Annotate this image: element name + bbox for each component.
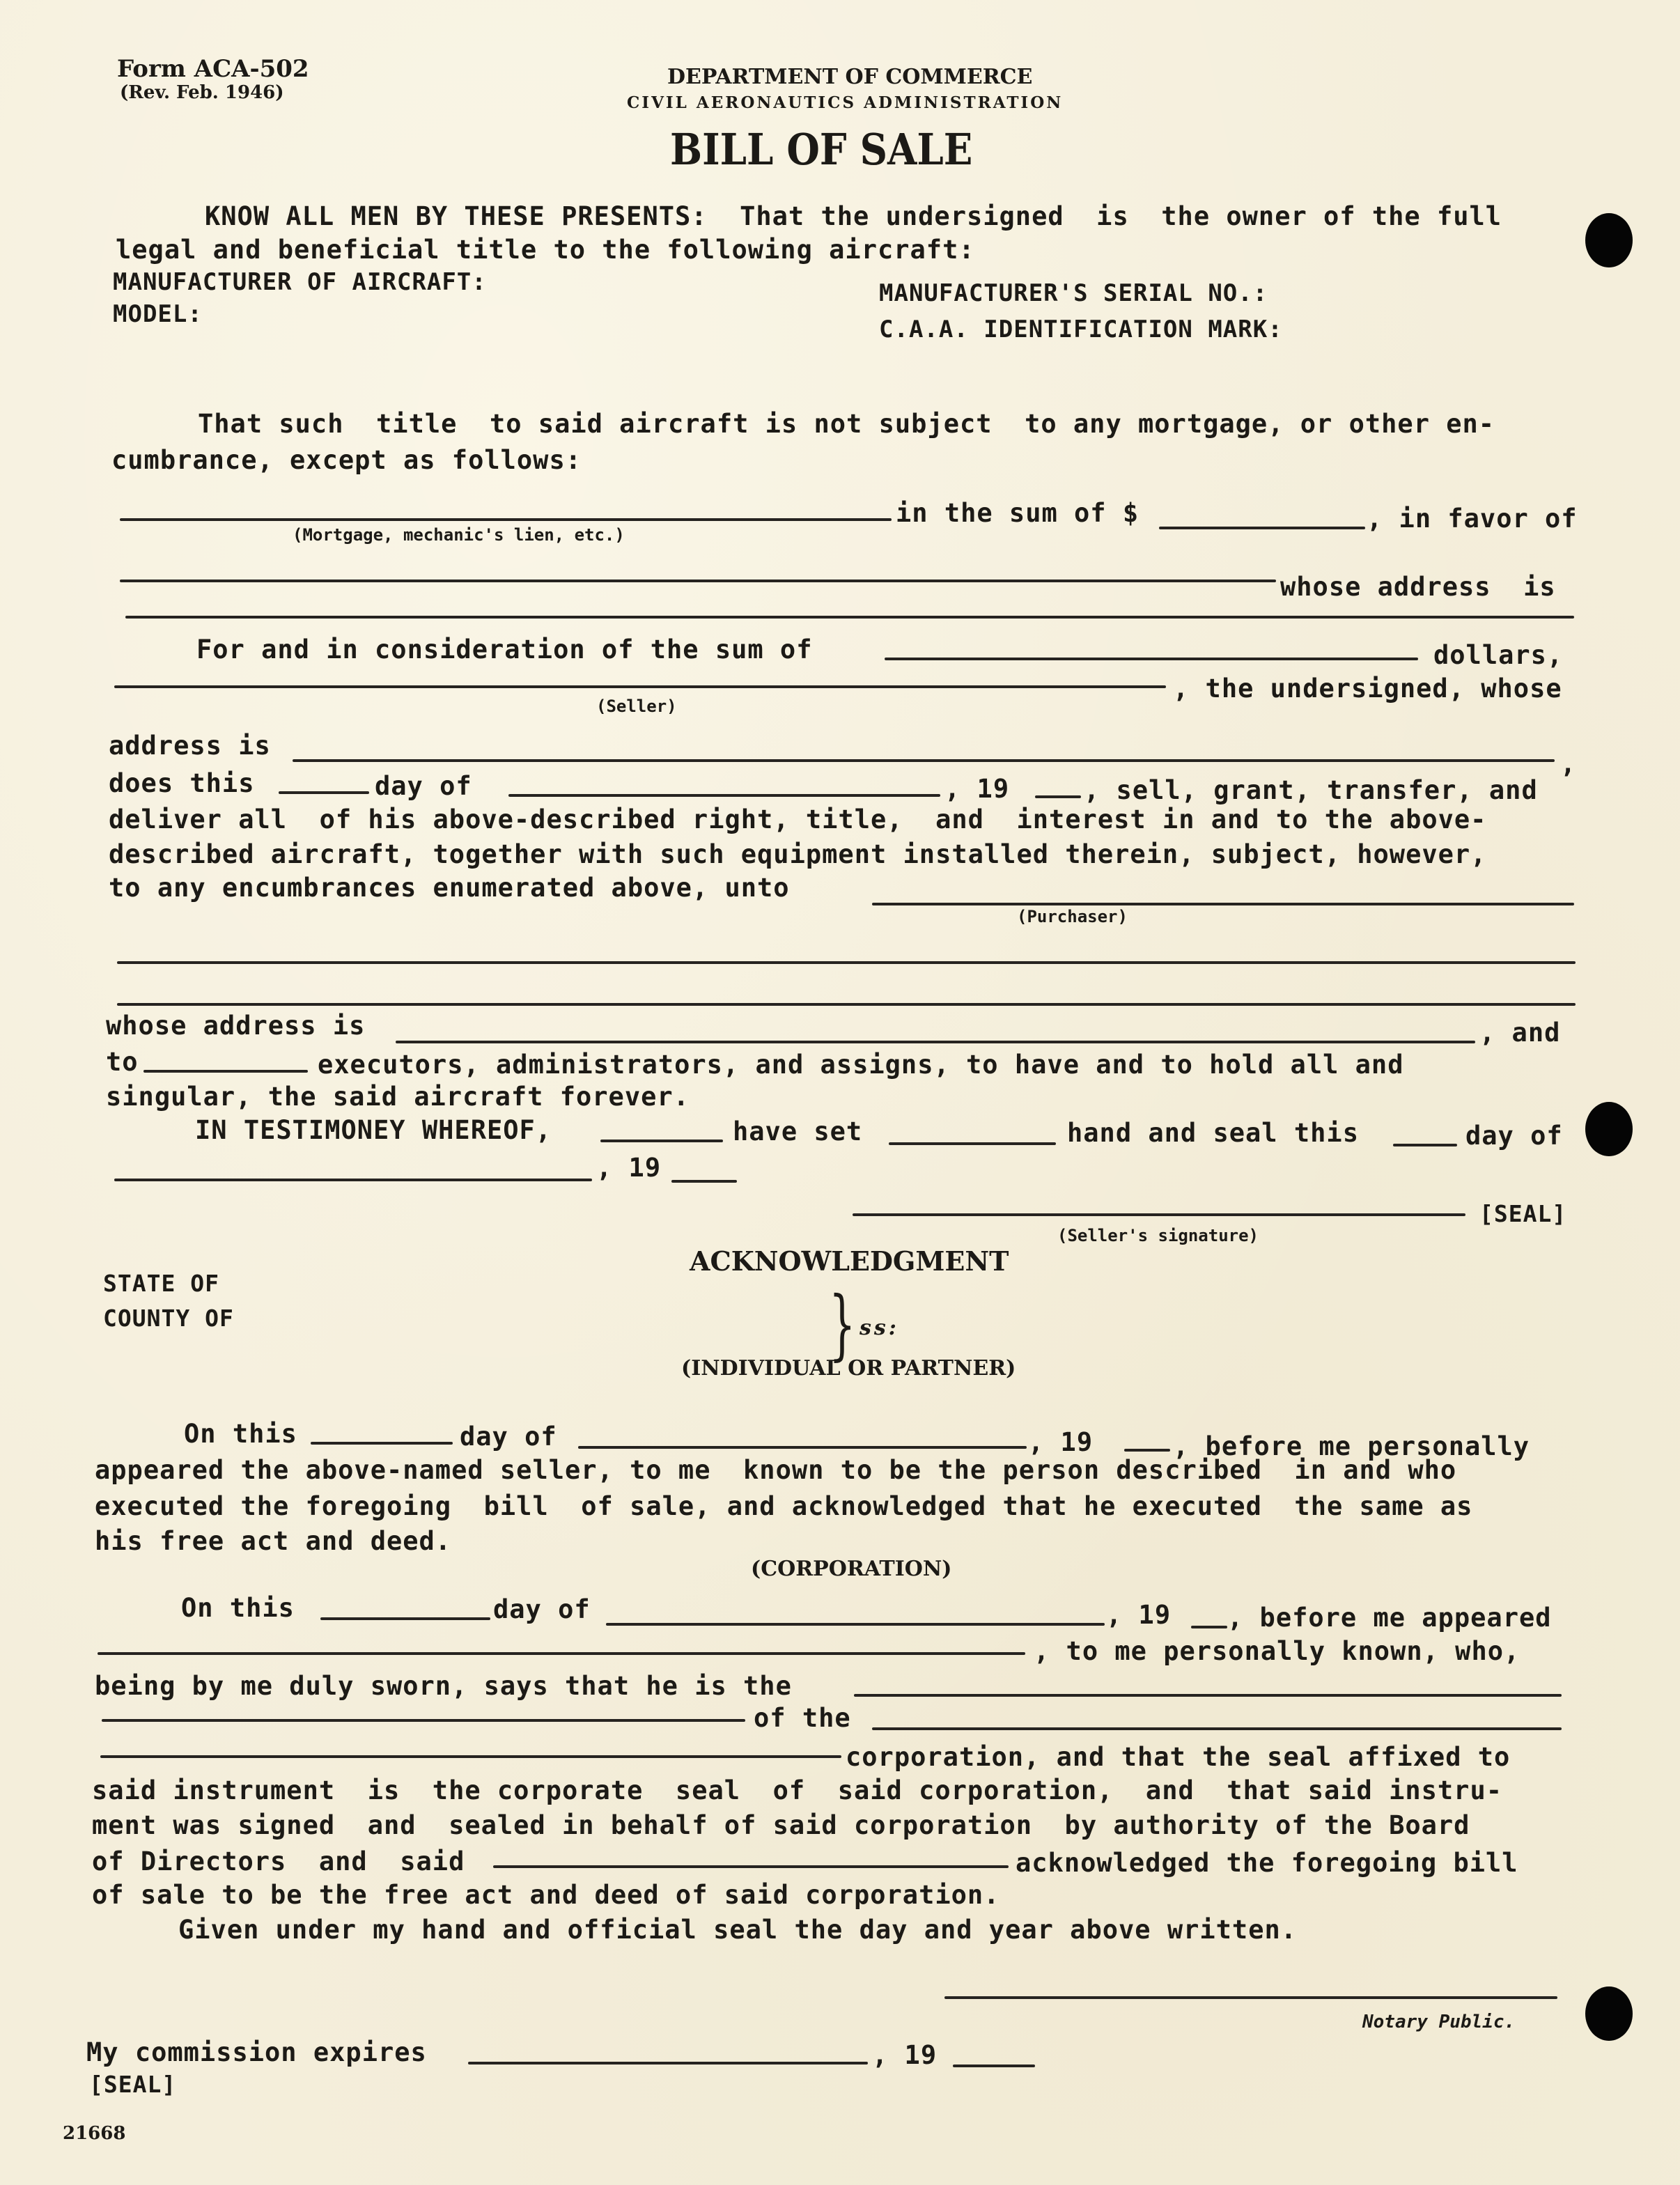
seller-name-field[interactable] bbox=[114, 685, 1166, 688]
caa-identification-mark-label: C.A.A. IDENTIFICATION MARK: bbox=[879, 316, 1283, 343]
corp-officer-acknowledged-field[interactable] bbox=[493, 1865, 1009, 1868]
commission-year-label: , 19 bbox=[872, 2040, 938, 2070]
corp-line-7b: acknowledged the foregoing bill bbox=[1016, 1848, 1518, 1878]
heirs-field[interactable] bbox=[143, 1070, 308, 1073]
agency-name: CIVIL AERONAUTICS ADMINISTRATION bbox=[627, 93, 1064, 112]
sale-day-field[interactable] bbox=[279, 791, 369, 794]
purchaser-name-field[interactable] bbox=[872, 903, 1574, 905]
ind-line-3: executed the foregoing bill of sale, and acknowledged that he executed the same as bbox=[95, 1491, 1473, 1521]
corp-year-label: , 19 bbox=[1106, 1600, 1172, 1630]
corporation-caption: (CORPORATION) bbox=[751, 1557, 952, 1581]
and-label: , and bbox=[1479, 1018, 1561, 1048]
consideration-label: For and in consideration of the sum of bbox=[196, 635, 813, 664]
given-under-hand: Given under my hand and official seal the day and year above written. bbox=[178, 1915, 1298, 1945]
model-label: MODEL: bbox=[113, 300, 203, 328]
corp-month-field[interactable] bbox=[606, 1623, 1105, 1626]
corp-of-the-label: of the bbox=[754, 1703, 851, 1733]
does-this-label: does this bbox=[109, 768, 255, 798]
seller-caption: (Seller) bbox=[596, 697, 677, 716]
commission-expires-label: My commission expires bbox=[86, 2037, 427, 2067]
corp-line-6: ment was signed and sealed in behalf of said corporation by authority of the Board bbox=[92, 1810, 1470, 1840]
sale-year-field[interactable] bbox=[1035, 795, 1081, 798]
form-serial-footer: 21668 bbox=[63, 2123, 126, 2144]
to-label: to bbox=[106, 1047, 139, 1077]
notary-seal-label: [SEAL] bbox=[89, 2071, 177, 2098]
seller-signature-caption: (Seller's signature) bbox=[1057, 1226, 1259, 1245]
intro-line-1: KNOW ALL MEN BY THESE PRESENTS: That the undersigned is the owner of the full bbox=[205, 201, 1502, 231]
ind-year-field[interactable] bbox=[1124, 1449, 1170, 1452]
ind-line-2: appeared the above-named seller, to me known to be the person described in and who bbox=[95, 1455, 1457, 1485]
encumbrance-sum-field[interactable] bbox=[1159, 527, 1365, 529]
seller-address-field[interactable] bbox=[293, 759, 1555, 762]
lienholder-address-field[interactable] bbox=[125, 616, 1574, 619]
notary-signature-field[interactable] bbox=[944, 1996, 1557, 1999]
purchaser-caption: (Purchaser) bbox=[1017, 907, 1128, 926]
convey-line-7: to any encumbrances enumerated above, unto bbox=[109, 873, 790, 903]
testimony-label: IN TESTIMONEY WHEREOF, bbox=[195, 1115, 552, 1145]
punch-hole-bottom bbox=[1585, 1986, 1633, 2041]
ind-month-field[interactable] bbox=[578, 1446, 1027, 1449]
purchaser-extra-line-1[interactable] bbox=[117, 961, 1576, 964]
corp-line-5: said instrument is the corporate seal of said corporation, and that said instru- bbox=[92, 1775, 1503, 1805]
encumbrance-type-caption: (Mortgage, mechanic's lien, etc.) bbox=[293, 525, 625, 545]
ind-year-label: , 19 bbox=[1028, 1427, 1094, 1457]
convey-line-5: deliver all of his above-described right, title, and interest in and to the above- bbox=[109, 804, 1487, 834]
convey-line-6: described aircraft, together with such equipment installed therein, subject, however, bbox=[109, 839, 1487, 869]
day-of-label: day of bbox=[375, 771, 472, 801]
undersigned-label: , the undersigned, whose bbox=[1173, 674, 1562, 703]
commission-year-field[interactable] bbox=[953, 2065, 1035, 2067]
acknowledgment-title: ACKNOWLEDGMENT bbox=[690, 1245, 1009, 1277]
form-revision: (Rev. Feb. 1946) bbox=[120, 82, 284, 103]
purchaser-address-label: whose address is bbox=[106, 1011, 366, 1041]
individual-caption: (INDIVIDUAL OR PARTNER) bbox=[681, 1356, 1016, 1381]
commission-date-field[interactable] bbox=[468, 2062, 868, 2065]
department-name: DEPARTMENT OF COMMERCE bbox=[667, 65, 1033, 89]
corp-name-continued-field[interactable] bbox=[100, 1755, 841, 1758]
testimony-possessive-field[interactable] bbox=[889, 1142, 1056, 1145]
corp-day-field[interactable] bbox=[320, 1617, 490, 1620]
intro-line-2: legal and beneficial title to the following aircraft: bbox=[116, 235, 975, 265]
brace-icon: } bbox=[829, 1280, 856, 1369]
encumbrance-line-1: That such title to said aircraft is not subject to any mortgage, or other en- bbox=[198, 409, 1495, 439]
page-title: BILL OF SALE bbox=[670, 124, 973, 175]
corp-line-8: of sale to be the free act and deed of said corporation. bbox=[92, 1880, 1000, 1910]
form-number: Form ACA-502 bbox=[117, 55, 309, 83]
state-of-label: STATE OF bbox=[103, 1270, 219, 1297]
corp-corporation-label: corporation, and that the seal affixed to bbox=[846, 1742, 1511, 1772]
corp-before-label: , before me appeared bbox=[1227, 1603, 1552, 1633]
seller-address-label: address is bbox=[109, 731, 271, 761]
corp-day-of-label: day of bbox=[493, 1594, 591, 1624]
corp-officer-title-field[interactable] bbox=[854, 1694, 1562, 1697]
executors-line: executors, administrators, and assigns, to have and to hold all and bbox=[318, 1050, 1404, 1080]
corp-name-field[interactable] bbox=[872, 1727, 1562, 1730]
encumbrance-line-2: cumbrance, except as follows: bbox=[111, 445, 582, 475]
testimony-party-field[interactable] bbox=[600, 1140, 723, 1142]
testimony-month-field[interactable] bbox=[114, 1179, 592, 1181]
corp-officer-title-continued-field[interactable] bbox=[102, 1719, 745, 1722]
ss-label: ss: bbox=[860, 1316, 899, 1340]
ind-day-field[interactable] bbox=[311, 1442, 453, 1445]
testimony-year-field[interactable] bbox=[671, 1180, 737, 1183]
comma: , bbox=[1560, 749, 1577, 779]
consideration-sum-field[interactable] bbox=[885, 658, 1418, 660]
corp-year-field[interactable] bbox=[1191, 1626, 1227, 1628]
lienholder-name-field[interactable] bbox=[120, 580, 1276, 582]
purchaser-extra-line-2[interactable] bbox=[117, 1003, 1576, 1006]
corp-officer-name-field[interactable] bbox=[98, 1652, 1025, 1655]
county-of-label: COUNTY OF bbox=[103, 1305, 234, 1332]
seller-signature-field[interactable] bbox=[853, 1213, 1465, 1216]
singular-line: singular, the said aircraft forever. bbox=[106, 1082, 690, 1112]
corp-on-this-label: On this bbox=[181, 1593, 295, 1623]
ind-on-this-label: On this bbox=[184, 1419, 297, 1449]
hand-seal-label: hand and seal this bbox=[1067, 1118, 1359, 1148]
testimony-day-field[interactable] bbox=[1393, 1144, 1457, 1146]
corp-line-7a: of Directors and said bbox=[92, 1846, 465, 1876]
corp-known-label: , to me personally known, who, bbox=[1034, 1636, 1520, 1666]
favor-label: , in favor of bbox=[1367, 504, 1578, 534]
serial-number-label: MANUFACTURER'S SERIAL NO.: bbox=[879, 279, 1268, 307]
whose-address-label: whose address is bbox=[1280, 572, 1556, 602]
seller-seal-label: [SEAL] bbox=[1479, 1200, 1567, 1227]
sell-grant-label: , sell, grant, transfer, and bbox=[1084, 775, 1538, 805]
manufacturer-label: MANUFACTURER OF AIRCRAFT: bbox=[113, 268, 487, 296]
year-label: , 19 bbox=[944, 774, 1010, 804]
punch-hole-top bbox=[1585, 213, 1633, 267]
dollars-label: dollars, bbox=[1433, 640, 1564, 670]
testimony-day-of-label: day of bbox=[1465, 1121, 1563, 1151]
ind-before-label: , before me personally bbox=[1173, 1431, 1530, 1461]
corp-sworn-label: being by me duly sworn, says that he is the bbox=[95, 1671, 792, 1701]
sum-label: in the sum of $ bbox=[896, 498, 1140, 528]
have-set-label: have set bbox=[733, 1117, 863, 1146]
punch-hole-middle bbox=[1585, 1102, 1633, 1156]
ind-line-4: his free act and deed. bbox=[95, 1526, 452, 1556]
notary-public-caption: Notary Public. bbox=[1362, 2012, 1516, 2032]
ind-day-of-label: day of bbox=[460, 1422, 557, 1452]
testimony-year-label: , 19 bbox=[596, 1153, 662, 1183]
encumbrance-type-field[interactable] bbox=[120, 518, 892, 521]
purchaser-address-field[interactable] bbox=[396, 1041, 1475, 1043]
sale-month-field[interactable] bbox=[508, 794, 940, 797]
